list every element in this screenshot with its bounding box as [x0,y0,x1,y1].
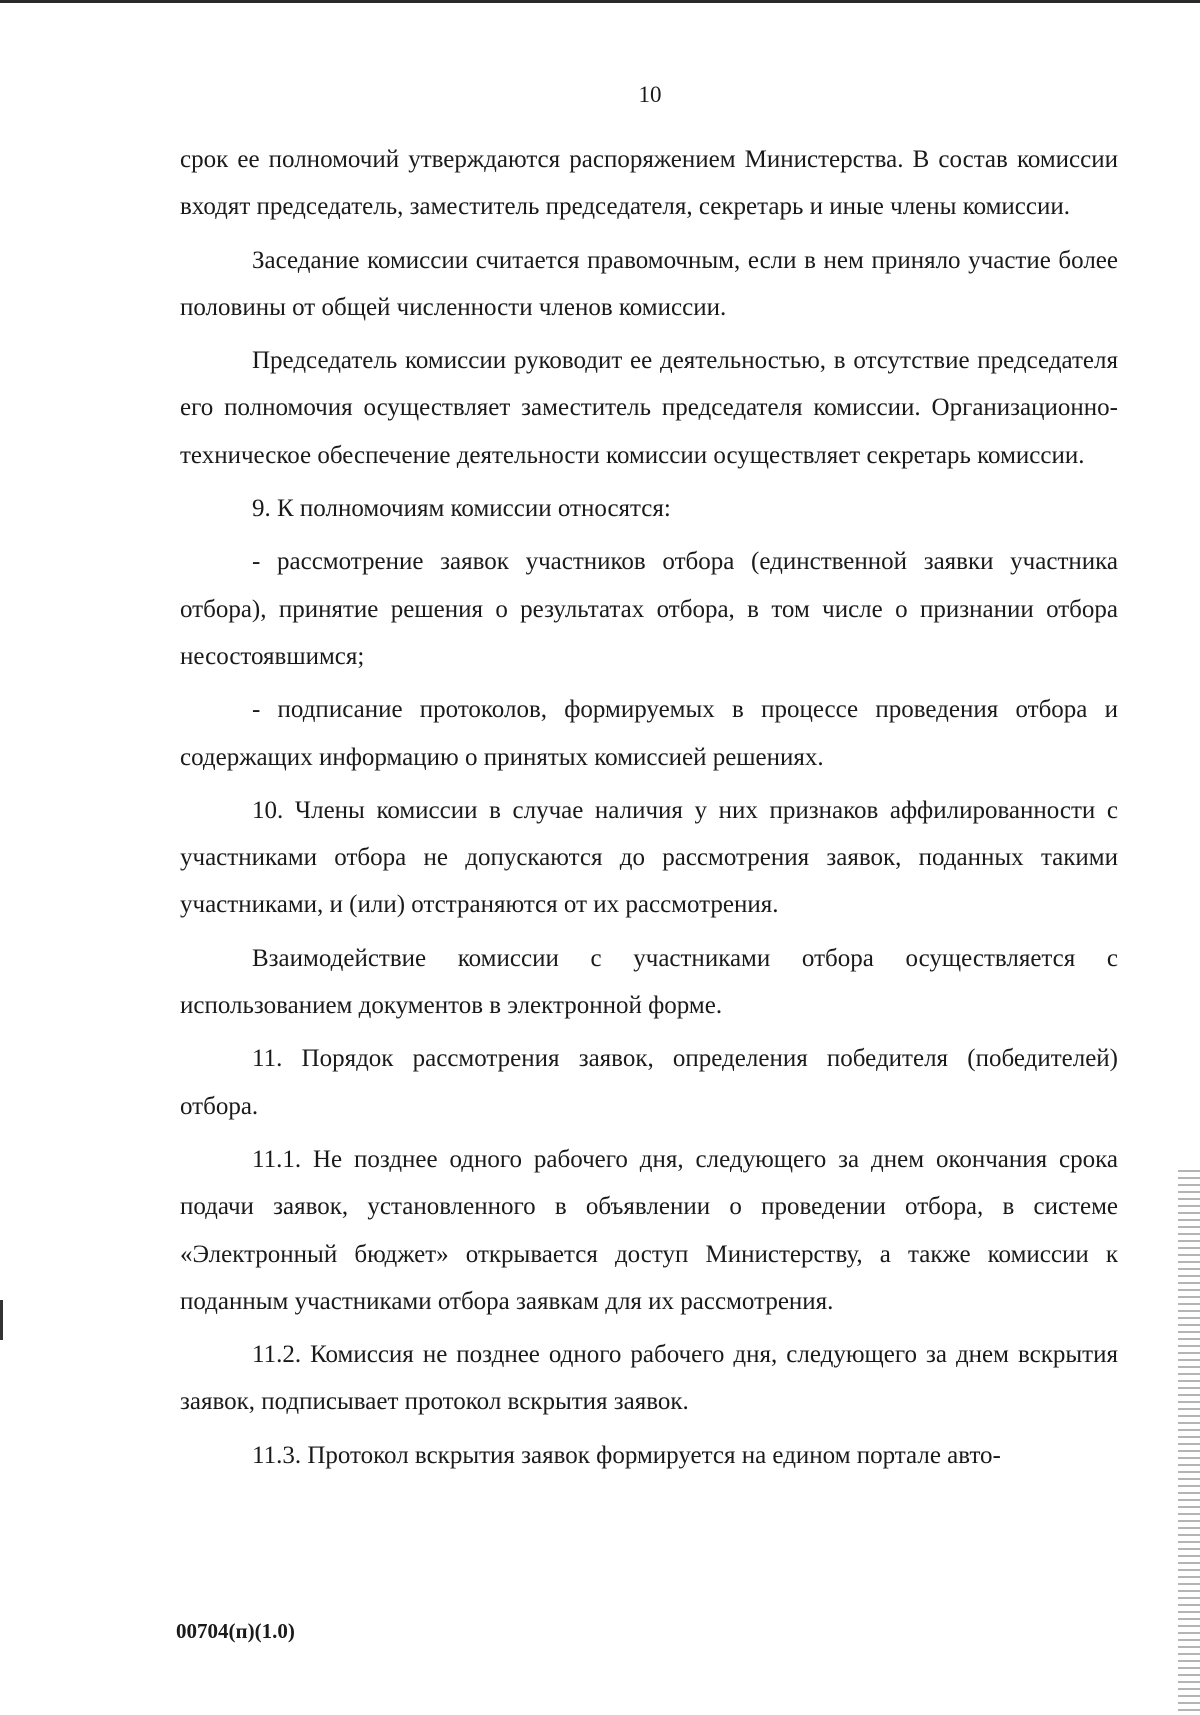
list-item: - рассмотрение заявок участников отбора (единственной заявки участника отбора), принятие решения о результатах отбора, в том числе о признании отбора несостоявшимся; [180,548,1118,670]
section-heading: 11. Порядок рассмотрения заявок, определения победителя (победителей) отбора. [180,1045,1118,1120]
scan-artifact-left [0,1300,3,1340]
paragraph: срок ее полномочий утверждаются распоряжением Министерства. В состав комиссии входят председатель, заместитель председателя, секретарь и иные члены комиссии. [180,146,1118,221]
scan-artifact-right-edge [1178,1170,1200,1715]
paragraph: 11.2. Комиссия не позднее одного рабочего дня, следующего за днем вскрытия заявок, подписывает протокол вскрытия заявок. [180,1341,1118,1416]
paragraph: Взаимодействие комиссии с участниками отбора осуществляется с использованием документов в электронной форме. [180,944,1118,1020]
paragraph: Председатель комиссии руководит ее деятельностью, в отсутствие председателя его полномочия осуществляет заместитель председателя комиссии. Организационно-техническое обеспечение деятельности комиссии осуществляет секретарь комиссии. [180,347,1118,469]
paragraph: 9. К полномочиям комиссии относятся: [252,495,671,523]
paragraph: 11.1. Не позднее одного рабочего дня, следующего за днем окончания срока подачи заявок, установленного в объявлении о проведении отбора, в системе «Электронный бюджет» открывается доступ Министерству, а также комиссии к поданным участниками отбора заявкам для их рассмотрения. [180,1145,1118,1315]
scan-top-border [0,0,1200,3]
paragraph: 10. Члены комиссии в случае наличия у них признаков аффилированности с участниками отбора не допускаются до рассмотрения заявок, поданных такими участниками, и (или) отстраняются от их рассмотрения. [180,796,1118,919]
page-number: 10 [638,82,662,107]
document-code: 00704(п)(1.0) [176,1619,295,1643]
paragraph: 11.3. Протокол вскрытия заявок формируется на едином портале авто- [252,1441,1001,1469]
paragraph: Заседание комиссии считается правомочным, если в нем приняло участие более половины от общей численности членов комиссии. [180,246,1118,321]
list-item: - подписание протоколов, формируемых в процессе проведения отбора и содержащих информацию о принятых комиссией решениях. [180,696,1118,771]
document-body [180,136,1118,1485]
